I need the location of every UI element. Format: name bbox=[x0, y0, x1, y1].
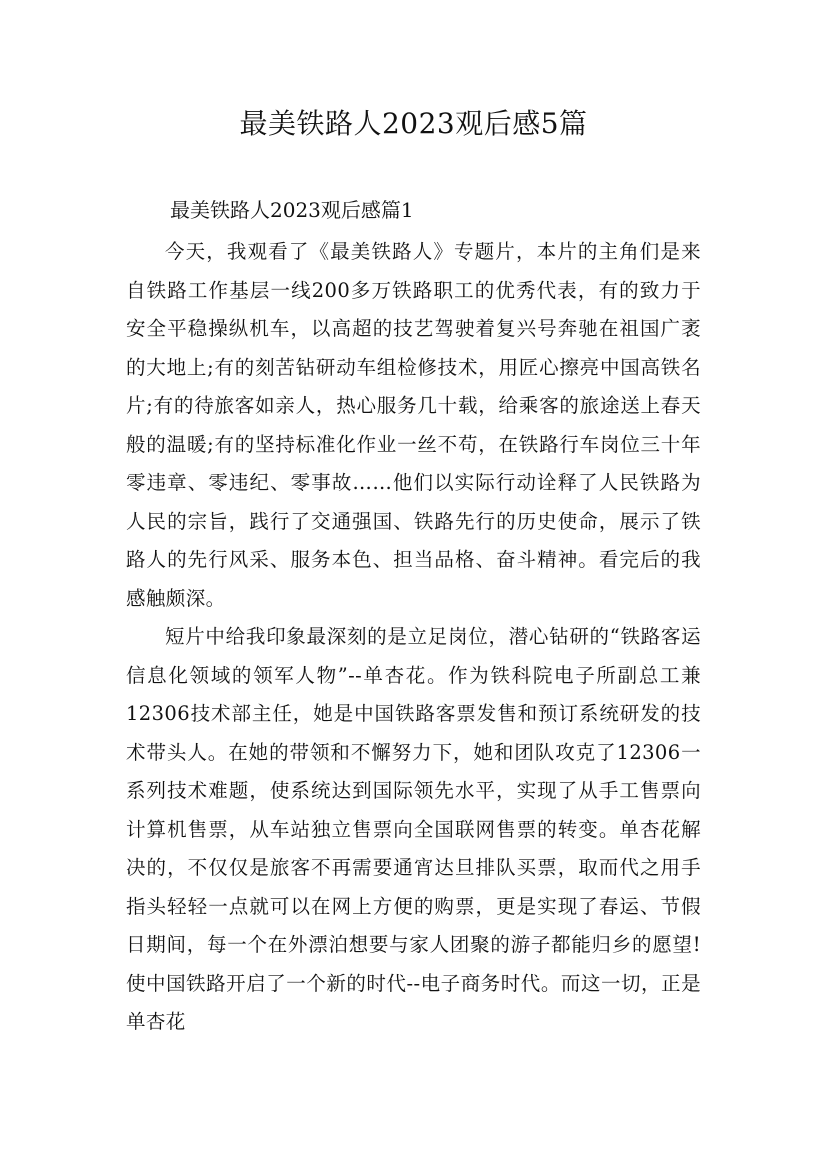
document-body bbox=[126, 233, 701, 1042]
paragraph: 今天，我观看了《最美铁路人》专题片，本片的主角们是来自铁路工作基层一线200多万铁路职工的优秀代表，有的致力于安全平稳操纵机车，以高超的技艺驾驶着复兴号奔驰在祖国广袤的大地上;有的刻苦钻研动车组检修技术，用匠心擦亮中国高铁名片;有的待旅客如亲人，热心服务几十载，给乘客的旅途送上春天般的温暖;有的坚持标准化作业一丝不苟，在铁路行车岗位三十年零违章、零违纪、零事故……他们以实际行动诠释了人民铁路为人民的宗旨，践行了交通强国、铁路先行的历史使命，展示了铁路人的先行风采、服务本色、担当品格、奋斗精神。看完后的我感触颇深。 bbox=[126, 240, 701, 610]
section-subtitle: 最美铁路人2023观后感篇1 bbox=[170, 198, 414, 222]
document-title: 最美铁路人2023观后感5篇 bbox=[239, 107, 588, 140]
paragraph: 短片中给我印象最深刻的是立足岗位，潜心钻研的“铁路客运信息化领域的领军人物”--单杏花。作为铁科院电子所副总工兼12306技术部主任，她是中国铁路客票发售和预订系统研发的技术带头人。在她的带领和不懈努力下，她和团队攻克了12306一系列技术难题，使系统达到国际领先水平，实现了从手工售票向计算机售票，从车站独立售票向全国联网售票的转变。单杏花解决的，不仅仅是旅客不再需要通宵达旦排队买票，取而代之用手指头轻轻一点就可以在网上方便的购票，更是实现了春运、节假日期间，每一个在外漂泊想要与家人团聚的游子都能归乡的愿望!使中国铁路开启了一个新的时代--电子商务时代。而这一切，正是单杏花 bbox=[126, 625, 701, 1033]
